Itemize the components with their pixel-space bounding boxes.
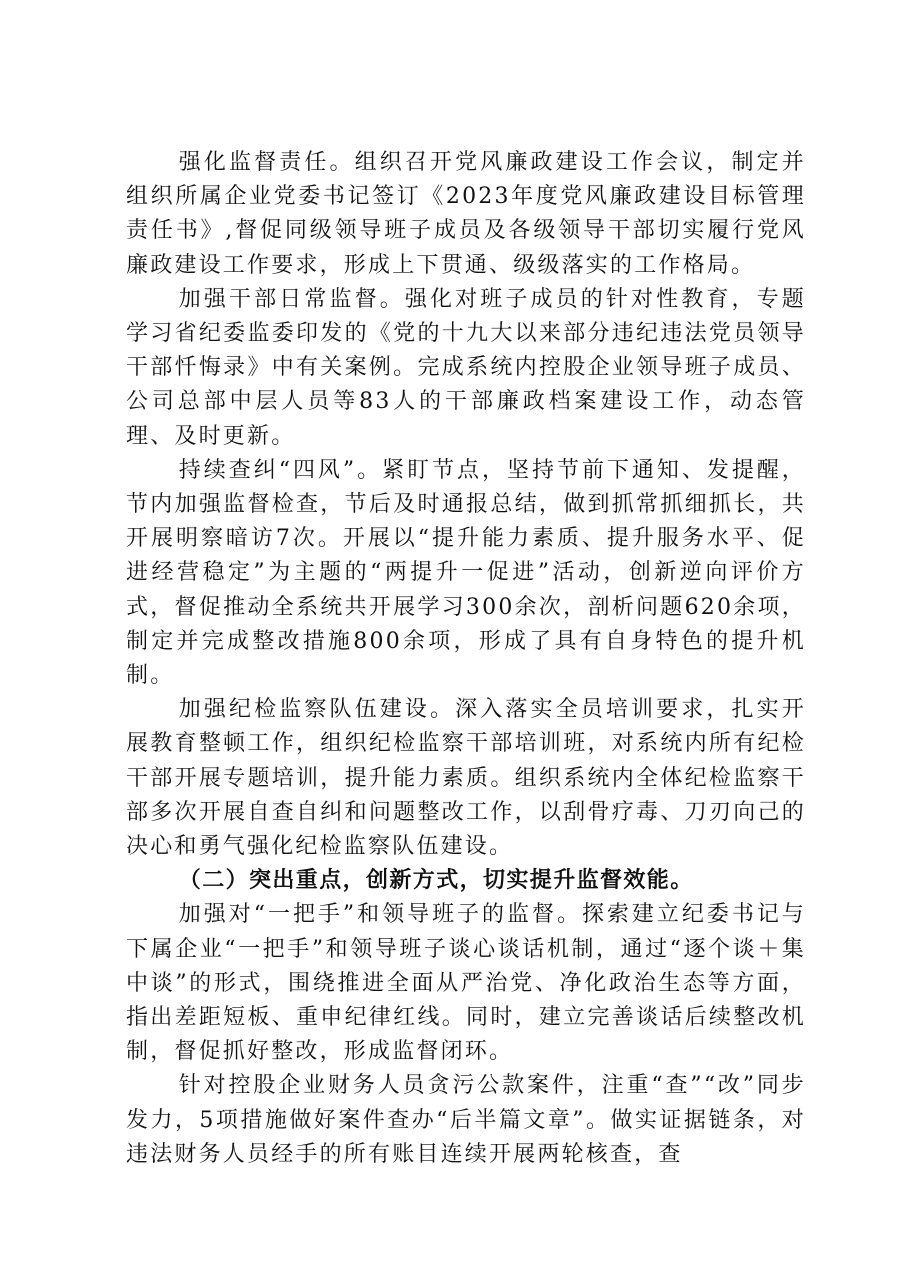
paragraph-leader-supervision: 加强对“一把手”和领导班子的监督。探索建立纪委书记与下属企业“一把手”和领导班子谈心谈话机制，通过“逐个谈＋集中谈”的形式，围绕推进全面从严治党、净化政治生态等方面，指出差距短板、重申纪律红线。同时，建立完善谈话后续整改机制，督促抓好整改，形成监督闭环。	[126, 902, 806, 1065]
paragraph-cadre-daily-supervision: 加强干部日常监督。强化对班子成员的针对性教育，专题学习省纪委监委印发的《党的十九大以来部分违纪违法党员领导干部忏悔录》中有关案例。完成系统内控股企业领导班子成员、公司总部中层人员等83人的干部廉政档案建设工作，动态管理、及时更新。	[126, 286, 806, 449]
paragraph-finance-case: 针对控股企业财务人员贪污公款案件，注重“查”“改”同步发力，5项措施做好案件查办“后半篇文章”。做实证据链条，对违法财务人员经手的所有账目连续开展两轮核查，查	[126, 1073, 806, 1167]
paragraph-supervision-responsibility: 强化监督责任。组织召开党风廉政建设工作会议，制定并组织所属企业党委书记签订《2023年度党风廉政建设目标管理责任书》,督促同级领导班子成员及各级领导干部切实履行党风廉政建设工作要求，形成上下贯通、级级落实的工作格局。	[126, 150, 806, 278]
paragraph-discipline-team-building: 加强纪检监察队伍建设。深入落实全员培训要求，扎实开展教育整顿工作，组织纪检监察干部培训班，对系统内所有纪检干部开展专题培训，提升能力素质。组织系统内全体纪检监察干部多次开展自查自纠和问题整改工作，以刮骨疗毒、刀刃向己的决心和勇气强化纪检监察队伍建设。	[126, 697, 806, 860]
paragraph-four-winds: 持续查纠“四风”。紧盯节点，坚持节前下通知、发提醒，节内加强监督检查，节后及时通报总结，做到抓常抓细抓长，共开展明察暗访7次。开展以“提升能力素质、提升服务水平、促进经营稳定”为主题的“两提升一促进”活动，创新逆向评价方式，督促推动全系统共开展学习300余次，剖析问题620余项，制定并完成整改措施800余项，形成了具有自身特色的提升机制。	[126, 457, 806, 689]
document-body	[126, 146, 806, 1172]
section-heading-2: （二）突出重点，创新方式，切实提升监督效能。	[178, 868, 694, 894]
